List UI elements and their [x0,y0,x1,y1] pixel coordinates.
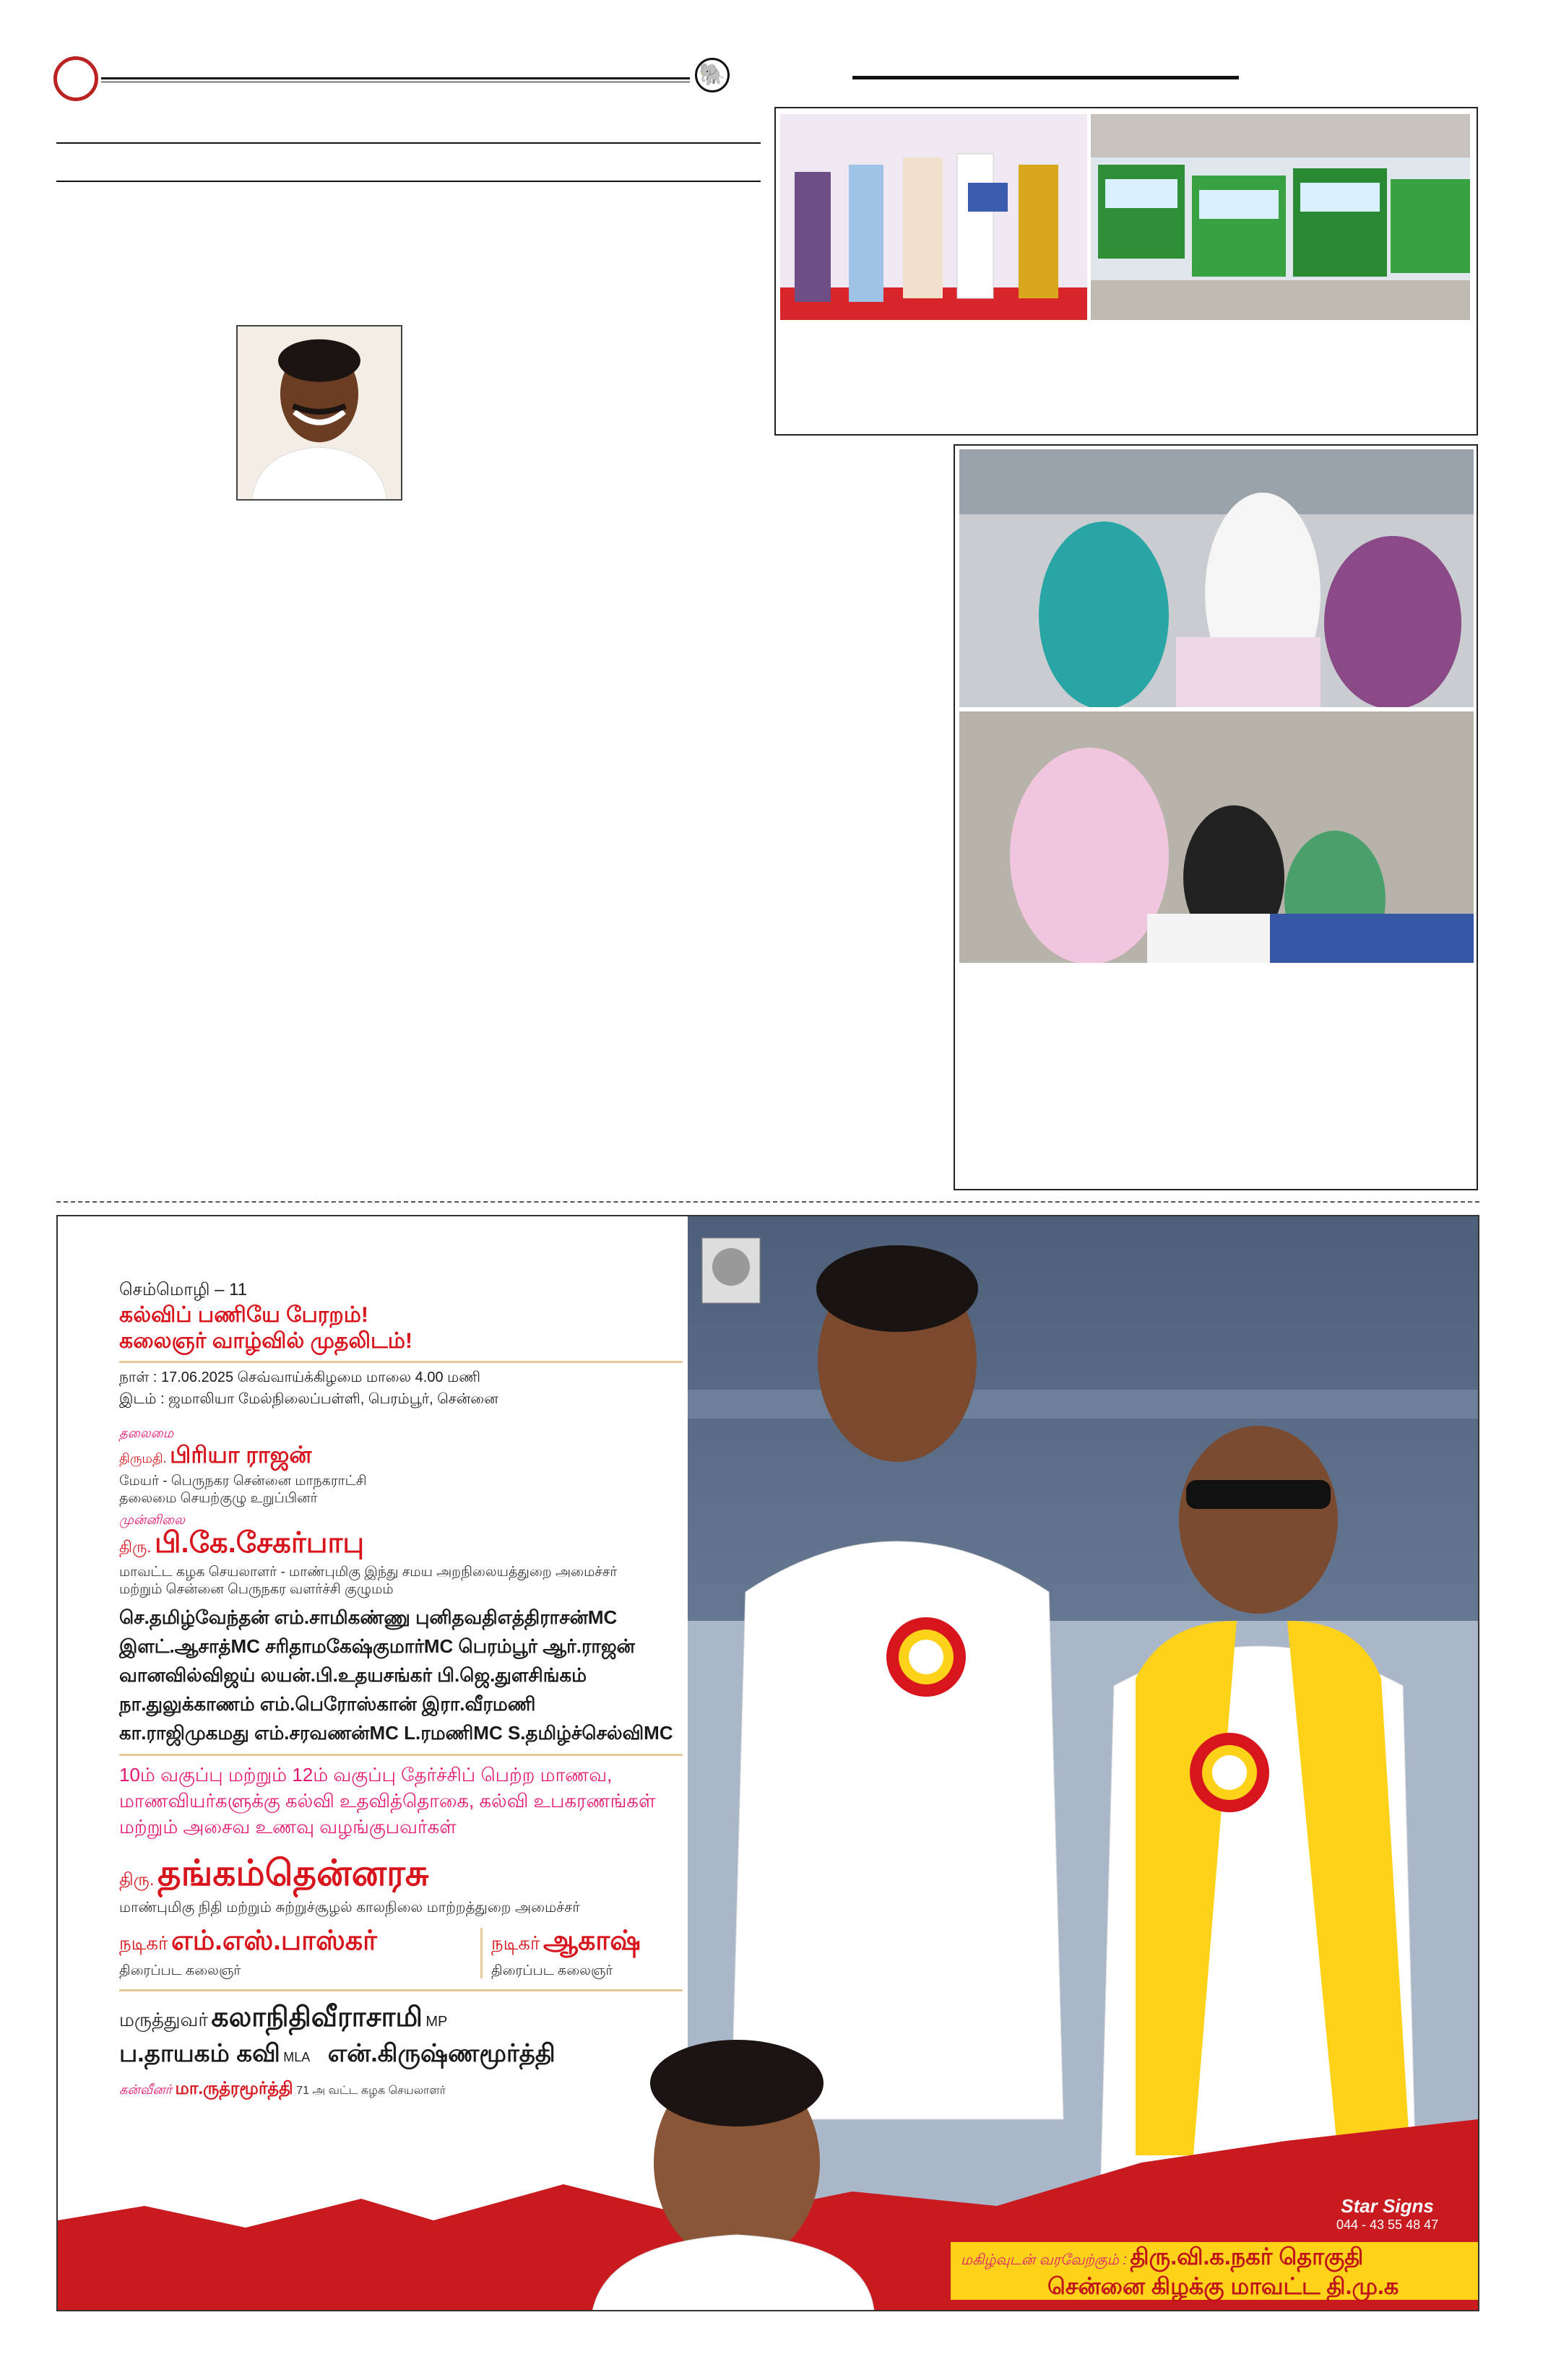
header-rule-right [852,76,1239,79]
section-rule-1 [56,142,761,144]
doctor-suffix: MP [425,2014,448,2030]
actor-2-prefix: நடிகர் [491,1932,540,1954]
presider-role-1: மேயர் - பெருநகர சென்னை மாநகராட்சி [119,1474,367,1489]
lead-role-2: மற்றும் சென்னை பெருநகர வளர்ச்சி குழுமம் [119,1582,394,1597]
headline-2: கலைஞர் வாழ்வில் முதலிடம்! [119,1329,413,1353]
distribution-photo-1 [959,449,1474,707]
invite-text [961,2243,1474,2303]
header-rule-left [101,77,690,79]
buses-photo [1091,114,1470,320]
venue-line: இடம் : ஜமாலியா மேல்நிலைப்பள்ளி, பெரம்பூர், சென்னை [119,1391,498,1407]
elephant-icon: 🐘 [695,58,730,92]
presided-label: தலைமை [119,1426,174,1440]
actor-1-name: எம்.எஸ்.பாஸ்கர் [171,1926,377,1956]
headline-1: கல்விப் பணியே பேரறம்! [119,1303,368,1327]
mla-name: ப.தாயகம் கவி [119,2040,280,2067]
invite-line-1: திரு.வி.க.நகர் தொகுதி [1130,2243,1364,2269]
ceremony-photo [780,114,1087,320]
section-rule-2 [56,181,761,182]
purpose-3: மற்றும் அசைவ உணவு வழங்குபவர்கள் [119,1816,457,1838]
mla-suffix: MLA [283,2050,311,2064]
invite-line-2: சென்னை கிழக்கு மாவட்ட தி.மு.க [1047,2273,1399,2299]
names-row-1: செ.தமிழ்வேந்தன் எம்.சாமிகண்ணு புனிதவதிஎத்திராசன்MC [119,1606,618,1628]
names-row-3: வானவில்விஜய் லயன்.பி.உதயசங்கர் பி.ஜெ.துளசிங்கம் [119,1664,587,1686]
invite-label: மகிழ்வுடன் வரவேற்கும் : [961,2252,1127,2268]
udhayanidhi-photo [578,2040,881,2311]
separator-3 [119,1989,683,1991]
actor-1-prefix: நடிகர் [119,1932,168,1954]
separator-1 [119,1361,683,1363]
convenor-role: 71 அ வட்ட கழக செயலாளர் [296,2085,446,2097]
chief-prefix: திரு. [119,1870,155,1890]
names-row-4: நா.துலுக்காணம் எம்.பெரோஸ்கான் இரா.வீரமணி [119,1693,536,1715]
lead-name: பி.கே.சேகர்பாபு [154,1527,365,1559]
names-row-5: கா.ராஜிமுகமது எம்.சரவணன்MC L.ரமணிMC S.தமிழ்ச்செல்விMC [119,1722,673,1744]
mla-line [119,2040,556,2071]
lead-label: முன்னிலை [119,1513,185,1527]
actor-2-line [491,1926,641,1960]
distribution-photo-2 [959,711,1474,963]
actor-2-name: ஆகாஷ் [543,1926,641,1956]
lead-line [119,1527,364,1563]
chief-guest-line [119,1852,429,1899]
series-title: செம்மொழி – 11 [119,1280,248,1299]
names-row-2: இளட்.ஆசாத்MC சரிதாமகேஷ்குமார்MC பெரம்பூர் ஆர்.ராஜன் [119,1635,635,1657]
chief-name: தங்கம்தென்னரசு [157,1853,429,1893]
purpose-1: 10ம் வகுப்பு மற்றும் 12ம் வகுப்பு தேர்ச்சிப் பெற்ற மாணவ, [119,1764,613,1786]
actor-1-line [119,1926,377,1960]
designer-phone: 044 - 43 55 48 47 [1336,2217,1439,2232]
actor-1-role: திரைப்பட கலைஞர் [119,1963,241,1978]
presider-role-2: தலைமை செயற்குழு உறுப்பினர் [119,1491,318,1506]
doctor-line [119,2002,447,2037]
mla-name-2: என்.கிருஷ்ணமூர்த்தி [327,2040,556,2067]
convenor-name: மா.ருத்ரமூர்த்தி [175,2079,293,2098]
chief-role: மாண்புமிகு நிதி மற்றும் சுற்றுச்சூழல் காலநிலை மாற்றத்துறை அமைச்சர் [119,1900,580,1916]
presider-line [119,1442,311,1471]
convenor-line [119,2079,446,2100]
page-separator [56,1201,1479,1203]
designer-name: Star Signs [1341,2195,1434,2217]
designer-credit [1336,2195,1438,2233]
presider-prefix: திருமதி. [119,1451,167,1466]
page-number-circle [53,56,98,101]
presider-name: பிரியா ராஜன் [170,1442,312,1468]
lead-prefix: திரு. [119,1538,152,1556]
doctor-name: கலாநிதிவீராசாமி [211,2002,423,2033]
actor-2-role: திரைப்பட கலைஞர் [491,1963,613,1978]
actor-divider [480,1928,483,1978]
purpose-2: மாணவியர்களுக்கு கல்வி உதவித்தொகை, கல்வி உபகரணங்கள் [119,1790,656,1812]
doctor-prefix: மருத்துவர் [119,2009,208,2030]
event-advertisement [56,1215,1479,2311]
date-line: நாள் : 17.06.2025 செவ்வாய்க்கிழமை மாலை 4.00 மணி [119,1369,480,1385]
separator-2 [119,1754,683,1756]
portrait-photo [236,325,402,501]
lead-role-1: மாவட்ட கழக செயலாளர் - மாண்புமிகு இந்து சமய அறநிலையத்துறை அமைச்சர் [119,1565,618,1580]
convenor-label: கன்வீனர் [119,2082,173,2097]
